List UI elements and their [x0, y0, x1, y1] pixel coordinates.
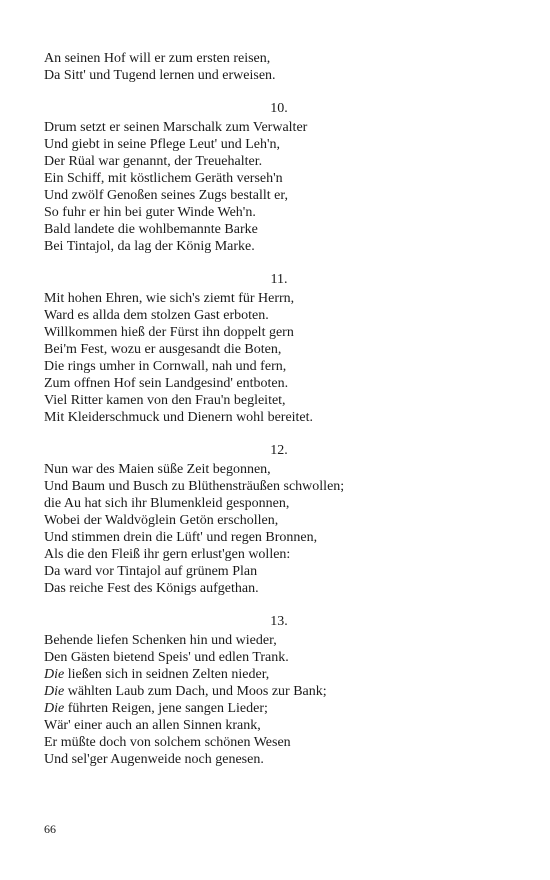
verse-line-rest: ließen sich in seidnen Zelten nieder, — [64, 667, 270, 682]
stanza-10 — [44, 100, 514, 255]
stanza-13 — [44, 613, 514, 768]
verse-line-rest: führten Reigen, jene sangen Lieder; — [64, 701, 268, 716]
verse-line: Den Gästen bietend Speis' und edlen Trank. — [44, 650, 289, 665]
verse-line: Wobei der Waldvöglein Getön erschollen, — [44, 513, 279, 528]
page-number: 66 — [44, 822, 56, 836]
stanza-continuation — [44, 50, 514, 84]
verse-line: Da ward vor Tintajol auf grünem Plan — [44, 564, 258, 579]
verse-line: Da Sitt' und Tugend lernen und erweisen. — [44, 68, 276, 83]
verse-line: Bei Tintajol, da lag der König Marke. — [44, 239, 255, 254]
verse-line — [44, 683, 514, 700]
verse-line: Und sel'ger Augenweide noch genesen. — [44, 752, 264, 767]
stanza-number: 13. — [270, 614, 288, 629]
verse-line: Wär' einer auch an allen Sinnen krank, — [44, 718, 261, 733]
italic-emphasis: Die — [44, 701, 65, 716]
stanza-number: 10. — [270, 101, 288, 116]
verse-line: Der Rüal war genannt, der Treuehalter. — [44, 154, 263, 169]
verse-line: Und zwölf Genoßen seines Zugs bestallt er, — [44, 188, 288, 203]
verse-line — [44, 700, 514, 717]
page-body — [44, 50, 514, 768]
verse-line: Als die den Fleiß ihr gern erlust'gen wollen: — [44, 547, 291, 562]
verse-line: Er müßte doch von solchem schönen Wesen — [44, 735, 291, 750]
verse-line: Mit Kleiderschmuck und Dienern wohl bereitet. — [44, 410, 314, 425]
verse-line: Mit hohen Ehren, wie sich's ziemt für Herrn, — [44, 291, 295, 306]
verse-line: Bei'm Fest, wozu er ausgesandt die Boten, — [44, 342, 282, 357]
verse-line: Und stimmen drein die Lüft' und regen Bronnen, — [44, 530, 318, 545]
italic-emphasis: Die — [44, 667, 65, 682]
verse-line: So fuhr er hin bei guter Winde Weh'n. — [44, 205, 256, 220]
verse-line: Willkommen hieß der Fürst ihn doppelt gern — [44, 325, 294, 340]
verse-line: Das reiche Fest des Königs aufgethan. — [44, 581, 259, 596]
verse-line — [44, 666, 514, 683]
verse-line: die Au hat sich ihr Blumenkleid gesponnen, — [44, 496, 290, 511]
verse-line-rest: wählten Laub zum Dach, und Moos zur Bank; — [64, 684, 327, 699]
verse-line: Bald landete die wohlbemannte Barke — [44, 222, 258, 237]
verse-line: Nun war des Maien süße Zeit begonnen, — [44, 462, 271, 477]
italic-emphasis: Die — [44, 684, 65, 699]
stanza-12 — [44, 442, 514, 597]
verse-line: Zum offnen Hof sein Landgesind' entboten. — [44, 376, 289, 391]
verse-line: Und Baum und Busch zu Blüthensträußen schwollen; — [44, 479, 345, 494]
verse-line: Und giebt in seine Pflege Leut' und Leh'n, — [44, 137, 280, 152]
verse-line: Drum setzt er seinen Marschalk zum Verwalter — [44, 120, 308, 135]
verse-line: Viel Ritter kamen von den Frau'n begleitet, — [44, 393, 286, 408]
verse-line: Behende liefen Schenken hin und wieder, — [44, 633, 277, 648]
verse-line: Die rings umher in Cornwall, nah und fern, — [44, 359, 287, 374]
verse-line: Ward es allda dem stolzen Gast erboten. — [44, 308, 269, 323]
verse-line: Ein Schiff, mit köstlichem Geräth verseh'n — [44, 171, 283, 186]
stanza-11 — [44, 271, 514, 426]
stanza-number: 12. — [270, 443, 288, 458]
verse-line: An seinen Hof will er zum ersten reisen, — [44, 51, 271, 66]
stanza-number: 11. — [270, 272, 288, 287]
